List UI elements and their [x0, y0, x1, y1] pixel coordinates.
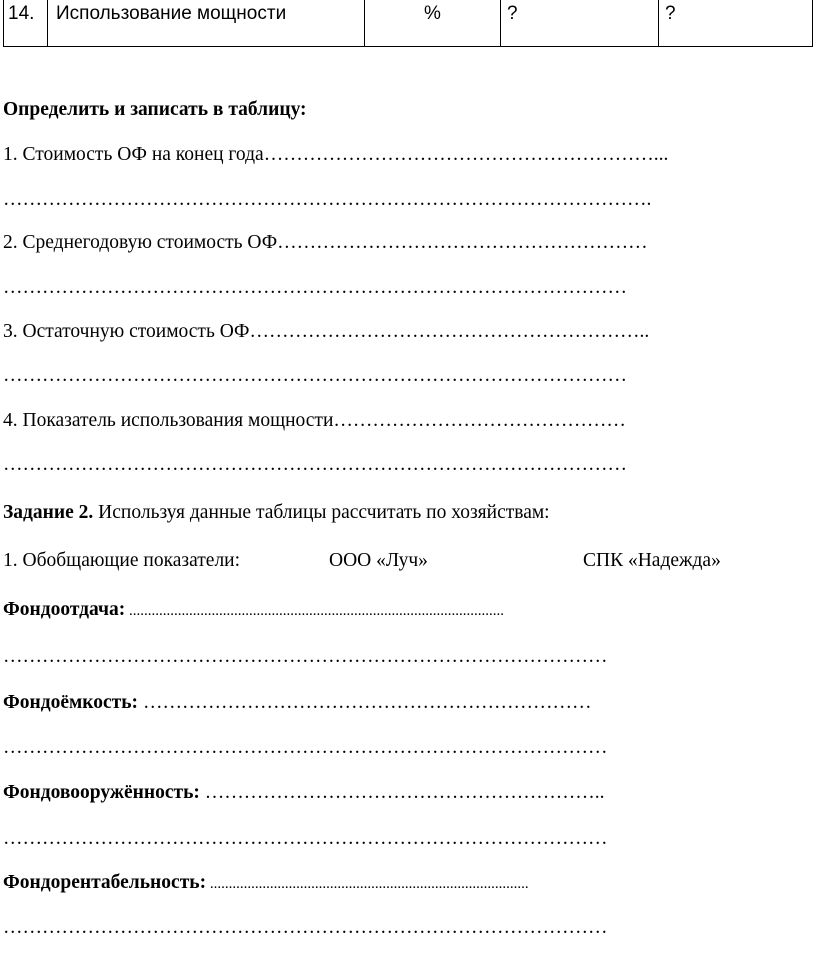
metric-label: Фондоёмкость:	[3, 692, 139, 713]
item-label: 4. Показатель использования мощности	[3, 410, 334, 431]
task1-item-3	[3, 320, 816, 344]
metric-label: Фондовооружённость:	[3, 782, 200, 803]
task2-title-bold: Задание 2.	[3, 502, 94, 523]
farm-1-name: ООО «Луч»	[329, 550, 428, 571]
fill-dots: ……………………………………………………..	[199, 782, 605, 803]
metric-fondorentabelnost-continuation: …………………………………………………………………………………	[3, 917, 608, 938]
indicator-name-cell: Использование мощности	[48, 0, 365, 47]
metric-fondovooruzhennost	[3, 781, 816, 805]
metric-fondovooruzhennost-continuation: …………………………………………………………………………………	[3, 828, 608, 849]
item-label: 3. Остаточную стоимость ОФ	[3, 321, 250, 342]
task1-item-4-continuation: ……………………………………………………………………………………	[3, 454, 627, 475]
task1-item-4	[3, 409, 816, 433]
indicators-row	[3, 549, 816, 573]
metric-fondootdacha	[3, 598, 816, 623]
value-cell-2: ?	[659, 0, 813, 47]
indicators-label: 1. Обобщающие показатели:	[3, 550, 241, 571]
table-row	[4, 0, 813, 47]
fill-dots: ……………………………………………………..	[249, 321, 650, 342]
task1-item-1-continuation: ……………………………………………………………………………………….	[3, 189, 652, 210]
metric-fondoemkost	[3, 691, 816, 715]
task1-item-2	[3, 231, 816, 255]
task1-item-1	[3, 143, 816, 167]
task2-title-text: Используя данные таблицы рассчитать по хозяйствам:	[93, 502, 550, 523]
task1-heading: Определить и записать в таблицу:	[3, 99, 307, 120]
task2-title	[3, 501, 816, 525]
item-label: 2. Среднегодовую стоимость ОФ	[3, 232, 278, 253]
unit-cell: %	[365, 0, 501, 47]
metric-fondootdacha-continuation: …………………………………………………………………………………	[3, 646, 608, 667]
fill-dots: ………………………………………	[333, 410, 626, 431]
fill-dots: ....................................................................................................	[125, 603, 504, 619]
fill-dots: …………………………………………………	[277, 232, 648, 253]
task1-item-2-continuation: ……………………………………………………………………………………	[3, 277, 627, 298]
fill-dots: .....................................................................................	[206, 876, 529, 892]
fill-dots: ……………………………………………………...	[263, 144, 669, 165]
row-number-cell: 14.	[4, 0, 48, 47]
metric-label: Фондоотдача:	[3, 599, 126, 620]
metric-label: Фондорентабельность:	[3, 872, 207, 893]
item-label: 1. Стоимость ОФ на конец года	[3, 144, 264, 165]
farm-2-name: СПК «Надежда»	[583, 550, 721, 571]
value-cell-1: ?	[501, 0, 659, 47]
data-table	[3, 0, 813, 47]
metric-fondorentabelnost	[3, 871, 816, 896]
fill-dots: ……………………………………………………………	[138, 692, 592, 713]
task1-item-3-continuation: ……………………………………………………………………………………	[3, 365, 627, 386]
metric-fondoemkost-continuation: …………………………………………………………………………………	[3, 737, 608, 758]
